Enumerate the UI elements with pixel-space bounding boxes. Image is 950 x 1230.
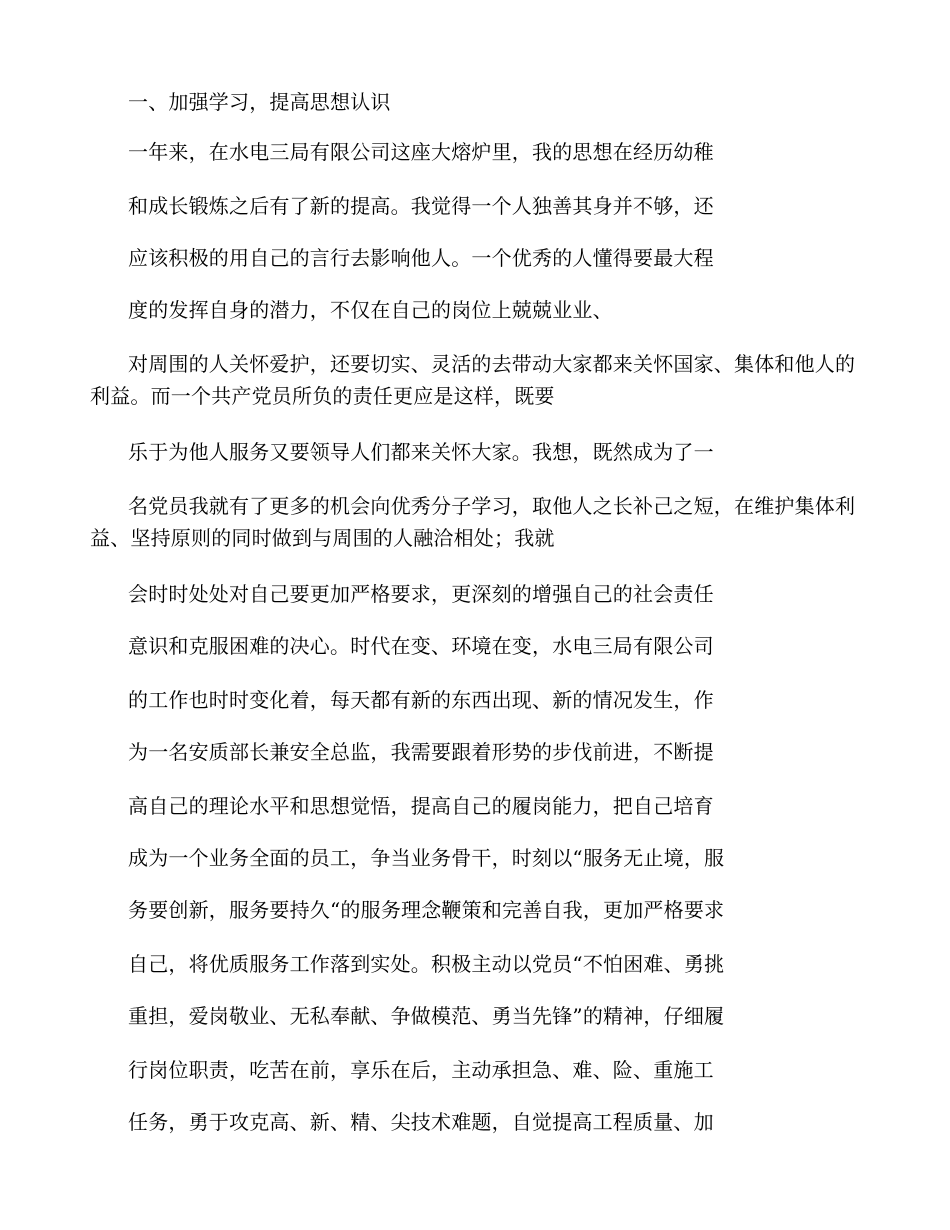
paragraph-line: 对周围的人关怀爱护，还要切实、灵活的去带动大家都来关怀国家、集体和他人的利益。而一个共产党员所负的责任更应是这样，既要 [90,352,856,408]
paragraph-line: 高自己的理论水平和思想觉悟，提高自己的履岗能力，把自己培育 [128,794,714,818]
paragraph-line: 度的发挥自身的潜力，不仅在自己的岗位上兢兢业业、 [128,298,613,322]
paragraph-line: 意识和克服困难的决心。时代在变、环境在变，水电三局有限公司 [128,634,714,658]
paragraph-line: 应该积极的用自己的言行去影响他人。一个优秀的人懂得要最大程 [128,246,714,270]
paragraph-line: 名党员我就有了更多的机会向优秀分子学习，取他人之长补己之短，在维护集体利益、坚持原则的同时做到与周围的人融洽相处；我就 [90,494,856,550]
paragraph-line: 乐于为他人服务又要领导人们都来关怀大家。我想，既然成为了一 [128,440,714,464]
paragraph-line: 任务，勇于攻克高、新、精、尖技术难题，自觉提高工程质量、加 [128,1110,714,1134]
paragraph-line: 和成长锻炼之后有了新的提高。我觉得一个人独善其身并不够，还 [128,194,714,218]
paragraph-line: 一年来，在水电三局有限公司这座大熔炉里，我的思想在经历幼稚 [128,140,714,164]
paragraph-line: 的工作也时时变化着，每天都有新的东西出现、新的情况发生，作 [128,688,714,712]
paragraph-line: 为一名安质部长兼安全总监，我需要跟着形势的步伐前进，不断提 [128,740,714,764]
paragraph-line: 自己，将优质服务工作落到实处。积极主动以党员“不怕困难、勇挑 [128,952,725,976]
paragraph-line: 成为一个业务全面的员工，争当业务骨干，时刻以“服务无止境，服 [128,846,725,870]
paragraph-line: 行岗位职责，吃苦在前，享乐在后，主动承担急、难、险、重施工 [128,1058,714,1082]
paragraph-line: 重担，爱岗敬业、无私奉献、争做模范、勇当先锋”的精神，仔细履 [128,1004,725,1028]
paragraph-line: 务要创新，服务要持久“的服务理念鞭策和完善自我，更加严格要求 [128,898,725,922]
paragraph-line: 会时时处处对自己要更加严格要求，更深刻的增强自己的社会责任 [128,582,714,606]
section-heading: 一、加强学习，提高思想认识 [128,90,391,114]
